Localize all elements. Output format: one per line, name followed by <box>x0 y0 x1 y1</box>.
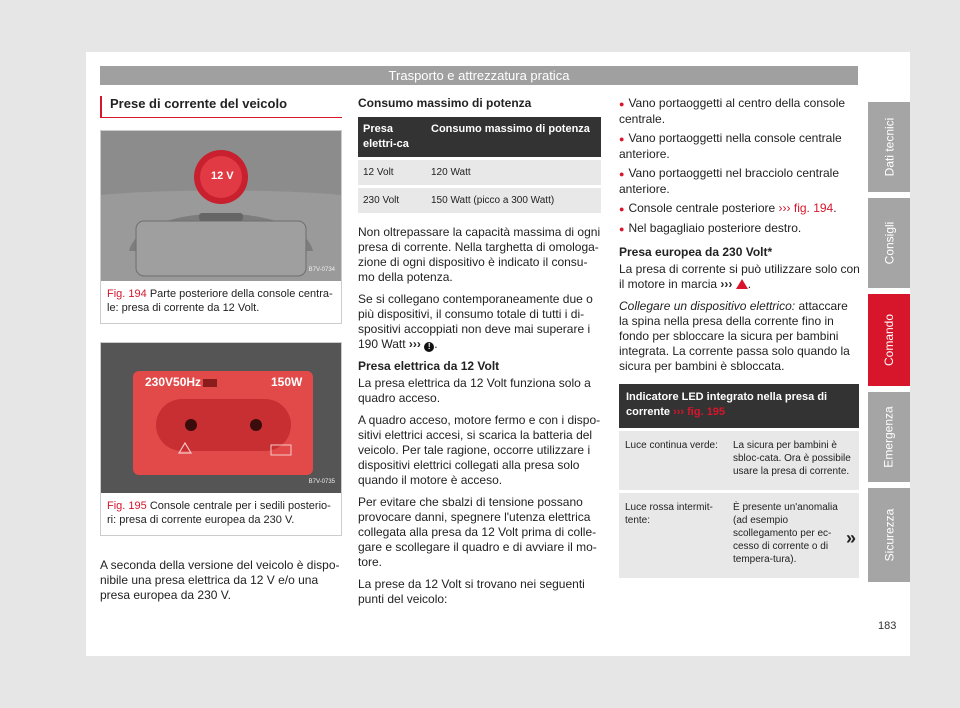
figure-link[interactable]: ››› fig. 194 <box>778 201 834 215</box>
led-table-title: Indicatore LED integrato nella presa di corrente <box>626 391 828 418</box>
paragraph-text: Se si collegano contemporaneamente due o più dispositivi, il consumo totale di tutti i di-spositivi accoppiati non deve mai superare i 190 Watt <box>358 292 593 351</box>
socket-label: 12 V <box>211 170 234 182</box>
intro-paragraph: A seconda della versione del veicolo è dispo-nibile una presa elettrica da 12 V e/o una presa europea da 230 V. <box>100 558 340 602</box>
subheading-12v: Presa elettrica da 12 Volt <box>358 359 500 373</box>
table-cell: Luce continua verde: <box>619 430 727 492</box>
table-row <box>358 187 601 214</box>
power-label: 150W <box>271 375 303 389</box>
column-right <box>619 96 860 578</box>
continue-mark: » <box>846 528 857 548</box>
caption-text: Parte posteriore della console centra-le: presa di corrente da 12 Volt. <box>107 288 333 314</box>
column-middle <box>358 96 601 614</box>
figure-194-image <box>101 131 341 281</box>
table-cell: È presente un'anomalia (ad esempio scollegamento per ec-cesso di corrente o di tempera-tura). <box>727 492 859 579</box>
list-item: ● Vano portaoggetti al centro della console centrale. <box>619 96 860 127</box>
figure-195 <box>100 342 342 536</box>
led-table <box>619 384 859 578</box>
tab-emergenza[interactable] <box>868 392 910 482</box>
tab-label: Dati tecnici <box>882 117 896 177</box>
figure-195-caption <box>101 493 341 535</box>
paragraph: Per evitare che sbalzi di tensione possano provocare danni, spegnere l'utenza elettrica collegata alla presa da 12 Volt prima di colle-gare e scollegare il quadro e di avviare il mo-tore. <box>358 495 597 569</box>
table-row <box>358 159 601 187</box>
warning-triangle-icon <box>736 279 748 289</box>
table-row <box>619 492 859 579</box>
page-number: 183 <box>878 620 897 632</box>
voltage-label: 230V50Hz <box>145 375 202 389</box>
paragraph: La presa di corrente si può utilizzare solo con il motore in marcia ››› . <box>619 262 860 291</box>
list-item: ● Vano portaoggetti nella console centrale anteriore. <box>619 131 860 162</box>
paragraph: Se si collegano contemporaneamente due o più dispositivi, il consumo totale di tutti i di-spositivi accoppiati non deve mai superare i 190 Watt ››› ! . <box>358 292 593 351</box>
tab-label: Sicurezza <box>882 508 896 562</box>
tab-sicurezza[interactable] <box>868 488 910 582</box>
paragraph-text: La presa di corrente si può utilizzare solo con il motore in marcia <box>619 262 860 291</box>
caption-text: Console centrale per i sedili posterio-ri: presa di corrente europea da 230 V. <box>107 500 331 526</box>
table-cell: 120 Watt <box>426 159 601 187</box>
paragraph: A quadro acceso, motore fermo e con i dispo-sitivi elettrici accesi, si scarica la batteria del veicolo. Per tale ragione, occorre utilizzare i dispositivi elettrici collegati alla presa solo quando il motore è acceso. <box>358 413 601 487</box>
image-code: B7V-0735 <box>308 479 335 485</box>
table-cell: La sicura per bambini è sbloc-cata. Ora è possibile usare la presa di corrente. <box>727 430 859 492</box>
tab-dati-tecnici[interactable] <box>868 102 910 192</box>
table-header: Consumo massimo di potenza <box>426 117 601 159</box>
reference-arrows[interactable]: ››› <box>720 277 733 291</box>
image-code: B7V-0734 <box>308 267 335 273</box>
paragraph-text: attaccare la spina nella presa della corrente fino in fondo per sbloccare la sicura per bambini integrata. La corrente passa solo quando la sicura per bambini è sbloccata. <box>619 299 850 373</box>
paragraph <box>619 299 860 374</box>
power-table <box>358 117 601 213</box>
paragraph-emphasis: Collegare un dispositivo elettrico: <box>619 299 796 313</box>
figure-number: Fig. 194 <box>107 288 147 300</box>
figure-195-image <box>101 343 341 493</box>
list-item-text: Console centrale posteriore <box>628 201 776 215</box>
tab-consigli[interactable] <box>868 198 910 288</box>
list-item: ● Nel bagagliaio posteriore destro. <box>619 221 860 237</box>
subheading-230v: Presa europea da 230 Volt* <box>619 245 773 259</box>
tab-label: Emergenza <box>882 406 896 468</box>
tab-comando[interactable] <box>868 294 910 386</box>
table-cell: Luce rossa intermit-tente: <box>619 492 727 579</box>
table-header: Presa elettri-ca <box>358 117 426 159</box>
figure-194-caption <box>101 281 341 323</box>
figure-link[interactable]: ››› fig. 195 <box>673 406 726 418</box>
table-title: Consumo massimo di potenza <box>358 96 532 110</box>
page-header: Trasporto e attrezzatura pratica <box>100 66 858 85</box>
warning-exclamation-icon: ! <box>424 342 434 352</box>
figure-number: Fig. 195 <box>107 500 147 512</box>
column-left <box>100 96 342 610</box>
list-item: ● Console centrale posteriore ››› fig. 194. <box>619 201 860 217</box>
figure-194 <box>100 130 342 324</box>
table-cell: 12 Volt <box>358 159 426 187</box>
paragraph: Non oltrepassare la capacità massima di ogni presa di corrente. Nella targhetta di omologa-zione di ogni dispositivo è indicato il consu-mo della potenza. <box>358 225 601 284</box>
led-table-header <box>619 384 859 428</box>
table-cell: 230 Volt <box>358 187 426 214</box>
table-row <box>619 430 859 492</box>
table-cell: 150 Watt (picco a 300 Watt) <box>426 187 601 214</box>
section-title: Prese di corrente del veicolo <box>100 96 342 118</box>
list-item: ● Vano portaoggetti nel bracciolo centrale anteriore. <box>619 166 860 197</box>
tab-label: Comando <box>882 313 896 367</box>
paragraph: La presa elettrica da 12 Volt funziona solo a quadro acceso. <box>358 376 591 405</box>
reference-arrows[interactable]: ››› <box>408 337 421 351</box>
tab-label: Consigli <box>882 221 896 265</box>
paragraph: La prese da 12 Volt si trovano nei seguenti punti del veicolo: <box>358 577 585 606</box>
